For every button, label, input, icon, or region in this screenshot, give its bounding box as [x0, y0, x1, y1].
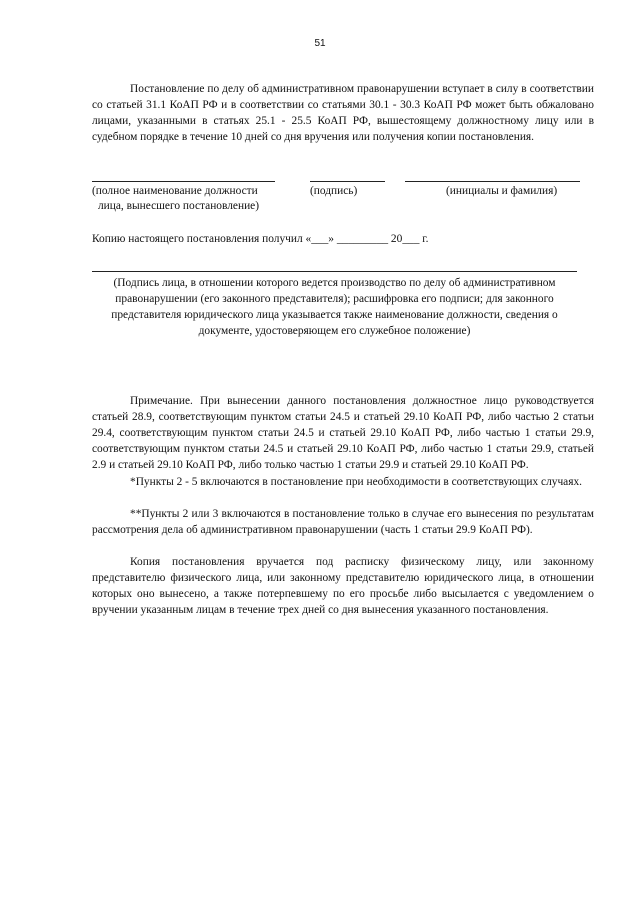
position-caption-line2: лица, вынесшего постановление) — [98, 200, 260, 212]
copy-signature-line — [92, 271, 577, 272]
copy-received-line: Копию настоящего постановления получил «___» _________ 20___ г. — [92, 233, 429, 245]
initials-blank-line — [405, 181, 580, 182]
page-number: 51 — [314, 38, 326, 49]
effect-paragraph: Постановление по делу об административном правонарушении вступает в силу в соответствии со статьей 31.1 КоАП РФ и в соответствии со статьями 30.1 - 30.3 КоАП РФ может быть обжаловано лицами, указанными в статьях 25.1 - 25.5 КоАП РФ, вышестоящему должностному лицу или в судебном порядке в течение 10 дней со дня вручения или получения копии постановления. — [92, 83, 594, 143]
initials-caption: (инициалы и фамилия) — [446, 185, 558, 197]
position-caption-line1: (полное наименование должности — [92, 185, 258, 197]
footnote-points-2-5: *Пункты 2 - 5 включаются в постановление при необходимости в соответствующих случаях. — [130, 476, 583, 488]
copy-signature-caption: (Подпись лица, в отношении которого ведется производство по делу об административном правонарушении (его законного представителя); расшифровка его подписи; для законного представителя юридического лица указывается также наименование должности, сведения о документе, удостоверяющем его служебное положение) — [111, 277, 558, 337]
signature-caption: (подпись) — [310, 185, 358, 197]
footnote-points-2-3: **Пункты 2 или 3 включаются в постановление только в случае его вынесения по результатам рассмотрения дела об административном правонарушении (часть 1 статьи 29.9 КоАП РФ). — [92, 508, 594, 536]
signature-blank-line — [310, 181, 385, 182]
delivery-paragraph: Копия постановления вручается под расписку физическому лицу, или законному представителю физического лица, или законному представителю юридического лица, в отношении которых оно вынесено, а также потерпевшему по его просьбе либо высылается с уведомлением о вручении указанным лицам в течение трех дней со дня вынесения указанного постановления. — [92, 556, 594, 616]
position-blank-line — [92, 181, 275, 182]
position-caption — [92, 184, 292, 214]
signature-lines — [92, 171, 594, 173]
note-paragraph: Примечание. При вынесении данного постановления должностное лицо руководствуется статьей 28.9, соответствующим пунктом статьи 24.5 и статьей 29.10 КоАП РФ, либо частью 2 статьи 29.4, соответствующим пунктом статьи 24.5 и статьей 29.10 КоАП РФ, либо частью 1 статьи 29.9, соответствующим пунктом статьи 24.5 и статьей 29.10 КоАП РФ, либо частью 1 статьи 29.9, статьей 2.9 и статьей 29.10 КоАП РФ, либо только частью 1 статьи 29.9 и статьей 29.10 КоАП РФ. — [92, 395, 594, 471]
